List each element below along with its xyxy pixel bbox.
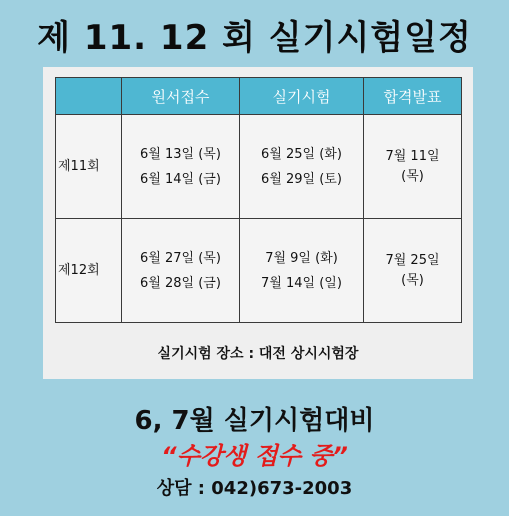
header-application: 원서접수 bbox=[122, 78, 240, 115]
header-empty bbox=[56, 78, 122, 115]
table-header-row bbox=[56, 78, 462, 115]
application-date: 6월 14일 (금) bbox=[140, 171, 221, 187]
result-cell bbox=[364, 115, 462, 219]
row-label: 제12회 bbox=[56, 219, 122, 323]
result-cell bbox=[364, 219, 462, 323]
promo-headline: 6, 7월 실기시험대비 bbox=[134, 406, 375, 436]
application-date: 6월 13일 (목) bbox=[140, 146, 221, 162]
result-date: 7월 25일 bbox=[385, 252, 440, 268]
exam-date: 7월 14일 (일) bbox=[261, 275, 342, 291]
exam-date: 6월 29일 (토) bbox=[261, 171, 342, 187]
header-exam: 실기시험 bbox=[240, 78, 364, 115]
application-date: 6월 27일 (목) bbox=[140, 250, 221, 266]
exam-cell bbox=[240, 219, 364, 323]
application-date: 6월 28일 (금) bbox=[140, 275, 221, 291]
schedule-panel bbox=[43, 67, 473, 379]
page-title: 제 11. 12 회 실기시험일정 bbox=[37, 18, 472, 58]
exam-date: 7월 9일 (화) bbox=[265, 250, 338, 266]
table-row bbox=[56, 219, 462, 323]
header-result: 합격발표 bbox=[364, 78, 462, 115]
promo-highlight: “수강생 접수 중” bbox=[161, 442, 348, 470]
schedule-table bbox=[55, 77, 462, 323]
application-cell bbox=[122, 219, 240, 323]
row-label: 제11회 bbox=[56, 115, 122, 219]
exam-cell bbox=[240, 115, 364, 219]
result-date: 7월 11일 bbox=[385, 148, 440, 164]
contact-phone: 상담 : 042)673-2003 bbox=[156, 478, 353, 499]
result-day: (목) bbox=[401, 168, 424, 184]
table-row bbox=[56, 115, 462, 219]
exam-venue: 실기시험 장소 : 대전 상시시험장 bbox=[157, 346, 359, 362]
application-cell bbox=[122, 115, 240, 219]
result-day: (목) bbox=[401, 272, 424, 288]
exam-date: 6월 25일 (화) bbox=[261, 146, 342, 162]
